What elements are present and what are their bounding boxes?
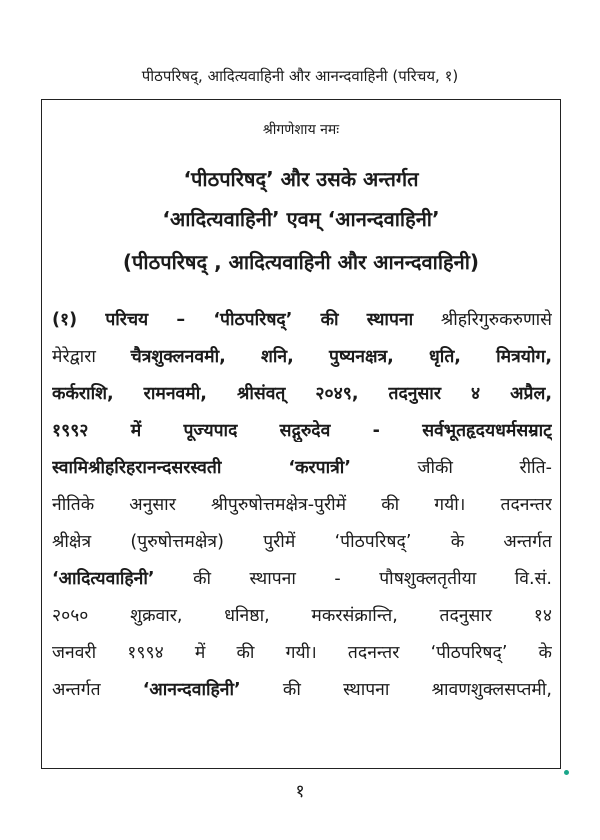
title-line-2: ‘आदित्यवाहिनी’ एवम् ‘आनन्दवाहिनी’ [162,207,440,231]
page-number: १ [295,781,305,802]
body-line-7 [52,529,552,553]
body-bold-text: कर्कराशि, रामनवमी, श्रीसंवत् २०४९, तदनुसार ४ अप्रैल, [52,384,552,404]
body-text: श्रीक्षेत्र (पुरुषोत्तमक्षेत्र) पुरीमें ‘पीठपरिषद्’ के अन्तर्गत [52,532,552,552]
running-header: पीठपरिषद्, आदित्यवाहिनी और आनन्दवाहिनी (परिचय, १) [141,67,459,85]
body-line-6 [52,492,552,516]
body-bold-text: चैत्रशुक्लनवमी, शनि, पुष्यनक्षत्र, धृति, मित्रयोग, [130,347,552,367]
body-line-4 [52,418,552,442]
body-line-3 [52,381,552,405]
body-text: की स्थापना श्रावणशुक्लसप्तमी, [240,680,552,700]
body-line-11 [52,677,552,701]
content-frame [41,99,561,769]
body-text: नीतिके अनुसार श्रीपुरुषोत्तमक्षेत्र-पुरीमें की गयी। तदनन्तर [52,495,552,515]
body-text: अन्तर्गत [52,680,143,700]
body-bold-text: (१) परिचय – ‘पीठपरिषद्’ की स्थापना [52,310,414,330]
title-line-3: (पीठपरिषद् , आदित्यवाहिनी और आनन्दवाहिनी) [122,250,480,274]
body-line-5 [52,455,552,479]
body-line-2 [52,344,552,368]
body-bold-text: ‘आदित्यवाहिनी’ [52,569,155,589]
body-line-1 [52,307,552,331]
scan-marker-dot [564,770,569,775]
body-text: की स्थापना - पौषशुक्लतृतीया वि.सं. [154,569,552,589]
body-text: मेरेद्वारा [52,347,131,367]
body-bold-text: ‘आनन्दवाहिनी’ [142,680,241,700]
invocation: श्रीगणेशाय नमः [262,122,340,138]
body-text: जनवरी १९९४ में की गयी। तदनन्तर ‘पीठपरिषद्’ के [52,643,552,663]
body-line-8 [52,566,552,590]
body-text: २०५० शुक्रवार, धनिष्ठा, मकरसंक्रान्ति, तदनुसार १४ [52,606,552,626]
title-line-1: ‘पीठपरिषद्’ और उसके अन्तर्गत [183,167,419,191]
body-bold-text: १९९२ में पूज्यपाद सद्गुरुदेव - सर्वभूतहृदयधर्मसम्राट् [52,421,552,441]
body-line-10 [52,640,552,664]
body-text: श्रीहरिगुरुकरुणासे [413,310,552,330]
body-line-9 [52,603,552,627]
body-bold-text: स्वामिश्रीहरिहरानन्दसरस्वती ‘करपात्री’ [52,458,351,478]
body-text: जीकी रीति- [350,458,552,478]
